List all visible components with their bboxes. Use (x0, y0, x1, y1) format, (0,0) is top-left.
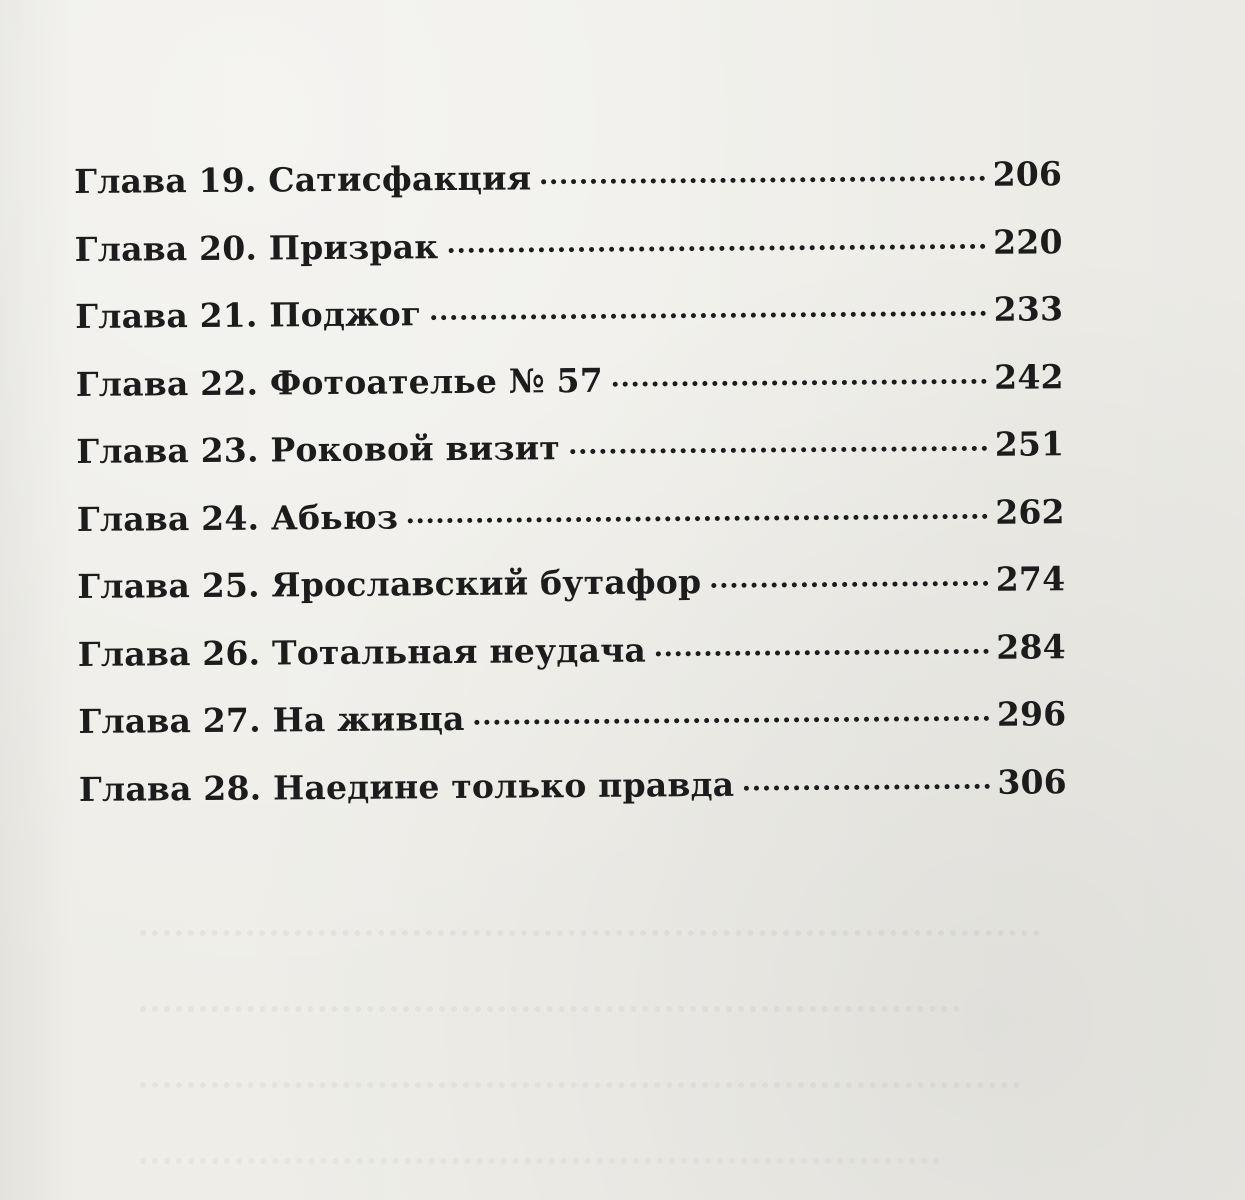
chapter-label: Глава 27. (78, 700, 261, 741)
toc-entry (75, 289, 1064, 367)
chapter-title: На живца (272, 698, 465, 740)
chapter-label: Глава 20. (74, 228, 258, 269)
chapter-title: Абьюз (270, 496, 399, 537)
page-number: 274 (995, 559, 1066, 599)
dot-leader (711, 581, 988, 588)
page-number: 306 (997, 761, 1068, 802)
dot-leader (431, 311, 985, 320)
chapter-label: Глава 26. (77, 633, 261, 674)
chapter-title: Сатисфакция (268, 158, 532, 200)
toc-entry (77, 559, 1066, 637)
dot-leader (408, 513, 987, 523)
chapter-title: Призрак (268, 226, 439, 267)
toc-entry-title (74, 226, 439, 269)
show-through-shadow (140, 860, 1140, 1164)
chapter-title: Роковой визит (270, 428, 561, 470)
page-number: 284 (996, 626, 1066, 667)
chapter-title: Наедине только правда (272, 764, 735, 807)
toc-entry-title (76, 496, 399, 539)
toc-entry-title (75, 294, 422, 336)
table-of-contents (73, 154, 1068, 840)
dot-leader (744, 783, 989, 790)
dot-leader (475, 716, 989, 725)
toc-entry-title (77, 562, 702, 606)
toc-entry (78, 694, 1067, 772)
chapter-label: Глава 22. (75, 363, 259, 404)
toc-entry (78, 761, 1068, 840)
toc-entry-title (77, 630, 647, 674)
chapter-label: Глава 23. (76, 430, 259, 471)
chapter-title: Ярославский бутафор (271, 562, 702, 605)
page-number: 206 (992, 154, 1063, 194)
toc-entry (75, 356, 1064, 435)
page-number: 251 (994, 424, 1065, 464)
chapter-label: Глава 28. (78, 768, 262, 809)
toc-entry (77, 626, 1066, 705)
dot-leader (448, 243, 985, 252)
toc-entry-title (78, 764, 735, 809)
chapter-title: Поджог (269, 294, 422, 335)
chapter-title: Тотальная неудача (271, 630, 647, 672)
dot-leader (541, 176, 984, 184)
toc-entry (76, 424, 1065, 502)
toc-entry (73, 154, 1063, 232)
chapter-label: Глава 19. (73, 160, 257, 201)
toc-entry-title (75, 360, 604, 404)
toc-entry (76, 491, 1065, 570)
chapter-title: Фотоателье № 57 (269, 360, 604, 402)
page-number: 262 (995, 491, 1065, 532)
chapter-label: Глава 21. (75, 295, 258, 336)
chapter-label: Глава 24. (76, 498, 260, 539)
page-number: 296 (996, 694, 1067, 734)
chapter-label: Глава 25. (77, 565, 260, 606)
page-number: 242 (994, 356, 1064, 397)
toc-entry-title (78, 698, 465, 741)
dot-leader (656, 648, 988, 656)
toc-entry (74, 221, 1063, 300)
toc-entry-title (73, 158, 532, 201)
page-number: 220 (992, 221, 1063, 262)
page-number: 233 (993, 289, 1064, 329)
toc-entry-title (76, 428, 561, 471)
dot-leader (613, 378, 986, 386)
dot-leader (570, 446, 987, 454)
